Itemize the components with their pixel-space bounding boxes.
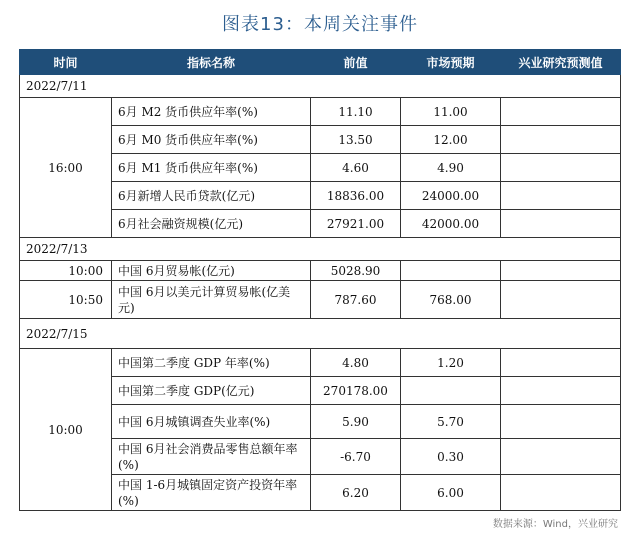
header-research: 兴业研究预测值 [501, 50, 621, 75]
research-cell [501, 281, 621, 319]
research-cell [501, 261, 621, 281]
research-cell [501, 475, 621, 511]
date-label: 2022/7/13 [20, 238, 621, 261]
indicator-cell: 6月社会融资规模(亿元) [112, 210, 311, 238]
previous-cell: 18836.00 [311, 182, 401, 210]
indicator-cell: 6月 M0 货币供应年率(%) [112, 126, 311, 154]
previous-cell: 787.60 [311, 281, 401, 319]
research-cell [501, 405, 621, 439]
expected-cell: 1.20 [401, 349, 501, 377]
date-row [20, 238, 621, 261]
data-source-note: 数据来源：Wind，兴业研究 [492, 519, 618, 530]
indicator-cell: 中国第二季度 GDP 年率(%) [112, 349, 311, 377]
expected-cell: 11.00 [401, 98, 501, 126]
expected-cell: 4.90 [401, 154, 501, 182]
table-row [20, 261, 621, 281]
indicator-cell: 6月新增人民币贷款(亿元) [112, 182, 311, 210]
expected-cell: 42000.00 [401, 210, 501, 238]
expected-cell [401, 377, 501, 405]
table-row [20, 349, 621, 377]
previous-cell: 270178.00 [311, 377, 401, 405]
time-cell: 10:00 [20, 349, 112, 511]
header-previous: 前值 [311, 50, 401, 75]
indicator-cell: 中国 6月城镇调查失业率(%) [112, 405, 311, 439]
time-cell: 16:00 [20, 98, 112, 238]
previous-cell: -6.70 [311, 439, 401, 475]
expected-cell: 768.00 [401, 281, 501, 319]
indicator-cell: 6月 M1 货币供应年率(%) [112, 154, 311, 182]
table-header-row [20, 50, 621, 75]
date-label: 2022/7/11 [20, 75, 621, 98]
research-cell [501, 377, 621, 405]
expected-cell: 6.00 [401, 475, 501, 511]
expected-cell [401, 261, 501, 281]
previous-cell: 5028.90 [311, 261, 401, 281]
header-time: 时间 [20, 50, 112, 75]
indicator-cell: 中国 6月社会消费品零售总额年率(%) [112, 439, 311, 475]
research-cell [501, 98, 621, 126]
table-row [20, 281, 621, 319]
previous-cell: 27921.00 [311, 210, 401, 238]
table-row [20, 98, 621, 126]
previous-cell: 4.80 [311, 349, 401, 377]
previous-cell: 6.20 [311, 475, 401, 511]
page-title: 图表13：本周关注事件 [222, 14, 418, 35]
indicator-cell: 中国 1-6月城镇固定资产投资年率(%) [112, 475, 311, 511]
previous-cell: 4.60 [311, 154, 401, 182]
research-cell [501, 154, 621, 182]
indicator-cell: 6月 M2 货币供应年率(%) [112, 98, 311, 126]
events-table [19, 49, 621, 511]
previous-cell: 11.10 [311, 98, 401, 126]
research-cell [501, 439, 621, 475]
expected-cell: 24000.00 [401, 182, 501, 210]
indicator-cell: 中国第二季度 GDP(亿元) [112, 377, 311, 405]
expected-cell: 0.30 [401, 439, 501, 475]
research-cell [501, 182, 621, 210]
time-cell: 10:50 [20, 281, 112, 319]
previous-cell: 13.50 [311, 126, 401, 154]
expected-cell: 12.00 [401, 126, 501, 154]
header-expected: 市场预期 [401, 50, 501, 75]
indicator-cell: 中国 6月以美元计算贸易帐(亿美元) [112, 281, 311, 319]
date-row [20, 319, 621, 349]
time-cell: 10:00 [20, 261, 112, 281]
expected-cell: 5.70 [401, 405, 501, 439]
research-cell [501, 210, 621, 238]
date-label: 2022/7/15 [20, 319, 621, 349]
date-row [20, 75, 621, 98]
research-cell [501, 126, 621, 154]
indicator-cell: 中国 6月贸易帐(亿元) [112, 261, 311, 281]
research-cell [501, 349, 621, 377]
previous-cell: 5.90 [311, 405, 401, 439]
header-indicator: 指标名称 [112, 50, 311, 75]
